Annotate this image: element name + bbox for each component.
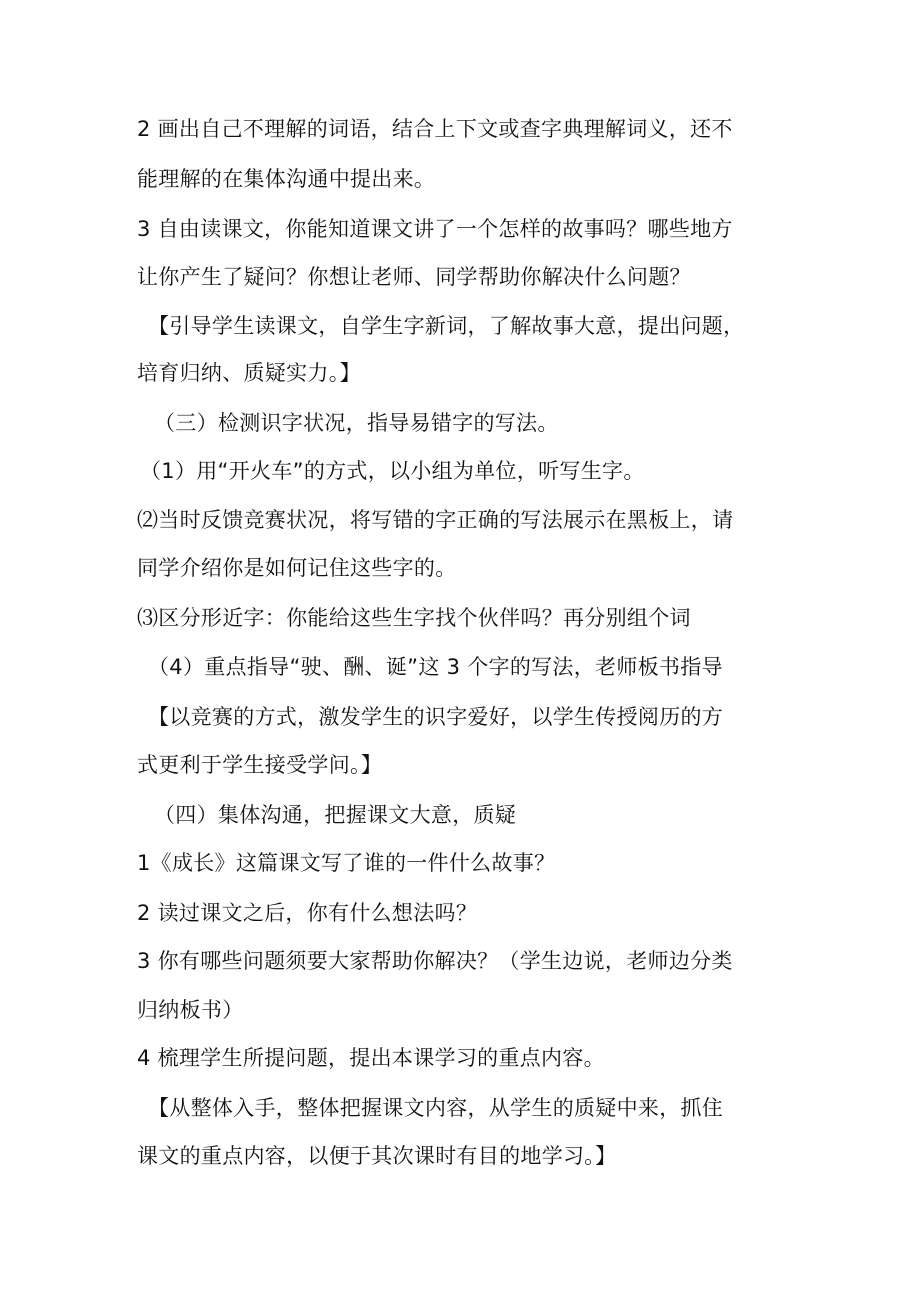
text-line: 同学介绍你是如何记住这些字的。: [137, 556, 457, 580]
text-line: 归纳板书）: [137, 998, 244, 1022]
text-line: 【引导学生读课文，自学生字新词，了解故事大意，提出问题，: [148, 314, 745, 338]
text-line: 式更利于学生接受学问。】: [137, 753, 383, 777]
text-line: 【从整体入手，整体把握课文内容，从学生的质疑中来，抓住: [148, 1096, 724, 1120]
text-line: 4 梳理学生所提问题，提出本课学习的重点内容。: [137, 1046, 605, 1070]
section-heading: （三）检测识字状况，指导易错字的写法。: [154, 411, 559, 435]
text-line: 3 自由读课文，你能知道课文讲了一个怎样的故事吗？哪些地方: [137, 217, 733, 241]
text-line: 课文的重点内容，以便于其次课时有目的地学习。】: [137, 1144, 617, 1168]
section-heading: （四）集体沟通，把握课文大意，质疑: [154, 803, 517, 827]
text-line: 【以竞赛的方式，激发学生的识字爱好，以学生传授阅历的方: [148, 705, 724, 729]
text-line: 3 你有哪些问题须要大家帮助你解决？（学生边说，老师边分类: [137, 949, 733, 973]
text-line: 让你产生了疑问？你想让老师、同学帮助你解决什么问题？: [137, 265, 691, 289]
text-line: （1）用“开火车”的方式，以小组为单位，听写生字。: [140, 459, 645, 483]
text-line: 2 画出自己不理解的词语，结合上下文或查字典理解词义，还不: [137, 117, 733, 141]
text-line: 培育归纳、质疑实力。】: [137, 361, 361, 385]
text-line: （4）重点指导“驶、酬、诞”这 3 个字的写法，老师板书指导: [148, 655, 723, 679]
text-line: 能理解的在集体沟通中提出来。: [137, 167, 436, 191]
text-line: ⑶区分形近字：你能给这些生字找个伙伴吗？再分别组个词: [137, 606, 691, 630]
text-line: ⑵当时反馈竞赛状况，将写错的字正确的写法展示在黑板上，请: [137, 508, 734, 532]
text-line: 1《成长》这篇课文写了谁的一件什么故事？: [137, 851, 556, 875]
text-line: 2 读过课文之后，你有什么想法吗？: [137, 901, 478, 925]
